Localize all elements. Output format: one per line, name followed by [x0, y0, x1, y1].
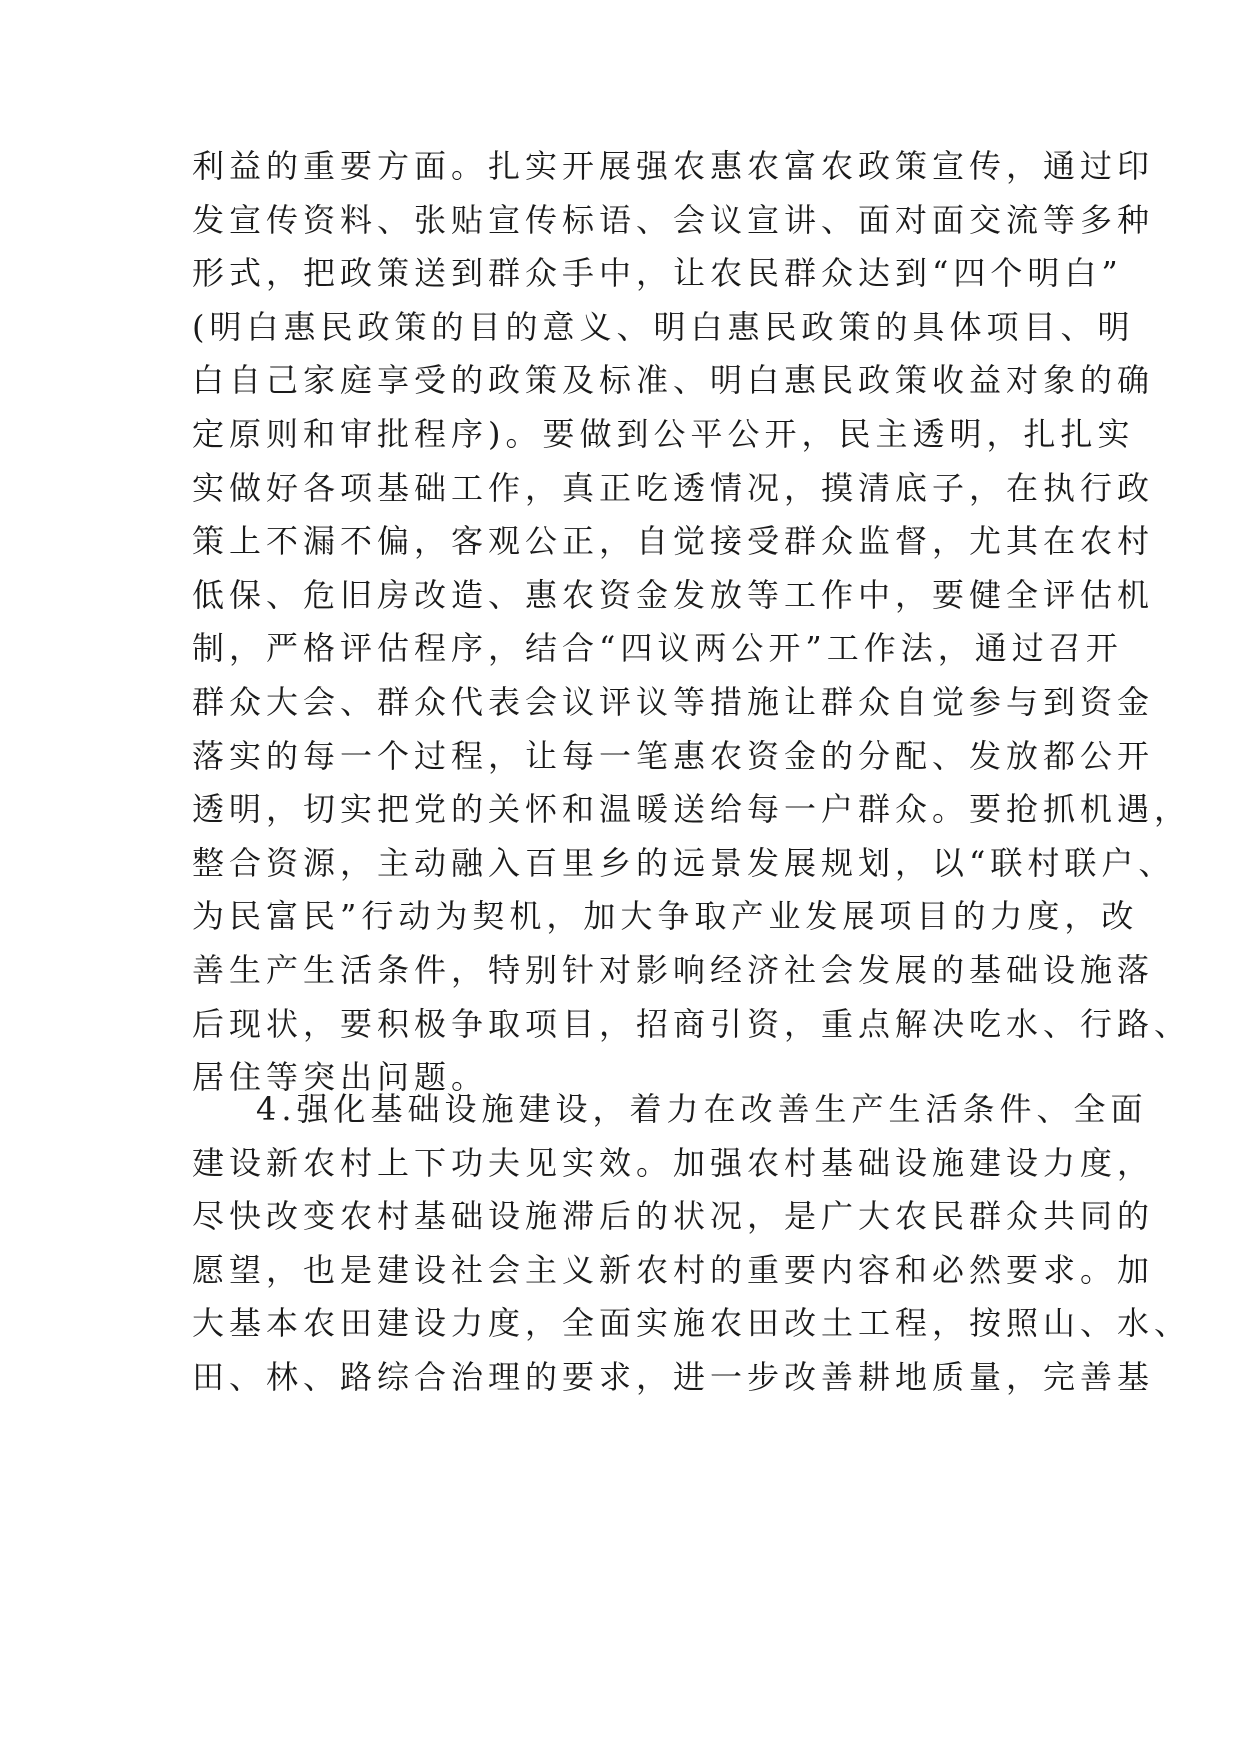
text-line: 田、林、路综合治理的要求，进一步改善耕地质量，完善基: [192, 1358, 1155, 1396]
text-line: 利益的重要方面。扎实开展强农惠农富农政策宣传，通过印: [192, 147, 1155, 185]
text-line: 尽快改变农村基础设施滞后的状况，是广大农民群众共同的: [192, 1197, 1155, 1236]
text-line: 低保、危旧房改造、惠农资金发放等工作中，要健全评估机: [192, 575, 1155, 614]
text-line: 善生产生活条件，特别针对影响经济社会发展的基础设施落: [192, 951, 1155, 989]
text-line: (明白惠民政策的目的意义、明白惠民政策的具体项目、明: [192, 307, 1135, 346]
text-line: 定原则和审批程序)。要做到公平公开，民主透明，扎扎实: [192, 415, 1135, 453]
text-line: 大基本农田建设力度，全面实施农田改土工程，按照山、水、: [192, 1304, 1192, 1343]
text-line: 建设新农村上下功夫见实效。加强农村基础设施建设力度，: [192, 1143, 1155, 1182]
text-line: 发宣传资料、张贴宣传标语、会议宣讲、面对面交流等多种: [192, 200, 1155, 239]
text-line: 落实的每一个过程，让每一笔惠农资金的分配、发放都公开: [192, 736, 1155, 775]
text-line: 居住等突出问题。: [192, 1058, 489, 1097]
text-line: 白自己家庭享受的政策及标准、明白惠民政策收益对象的确: [192, 361, 1155, 400]
text-line: 形式，把政策送到群众手中，让农民群众达到“四个明白”: [192, 254, 1123, 293]
text-line: 策上不漏不偏，客观公正，自觉接受群众监督，尤其在农村: [192, 522, 1155, 561]
text-line: 整合资源，主动融入百里乡的远景发展规划，以“联村联户、: [192, 843, 1176, 882]
text-line: 为民富民”行动为契机，加大争取产业发展项目的力度，改: [192, 897, 1139, 936]
text-line: 制，严格评估程序，结合“四议两公开”工作法，通过召开: [192, 629, 1123, 668]
text-line: 实做好各项基础工作，真正吃透情况，摸清底子，在执行政: [192, 468, 1155, 507]
text-line: 透明，切实把党的关怀和温暖送给每一户群众。要抢抓机遇，: [192, 790, 1192, 829]
heading-line: 4.强化基础设施建设，着力在改善生产生活条件、全面: [256, 1090, 1148, 1128]
text-line: 群众大会、群众代表会议评议等措施让群众自觉参与到资金: [192, 683, 1155, 721]
text-line: 后现状，要积极争取项目，招商引资，重点解决吃水、行路、: [192, 1004, 1192, 1043]
text-line: 愿望，也是建设社会主义新农村的重要内容和必然要求。加: [192, 1250, 1155, 1289]
